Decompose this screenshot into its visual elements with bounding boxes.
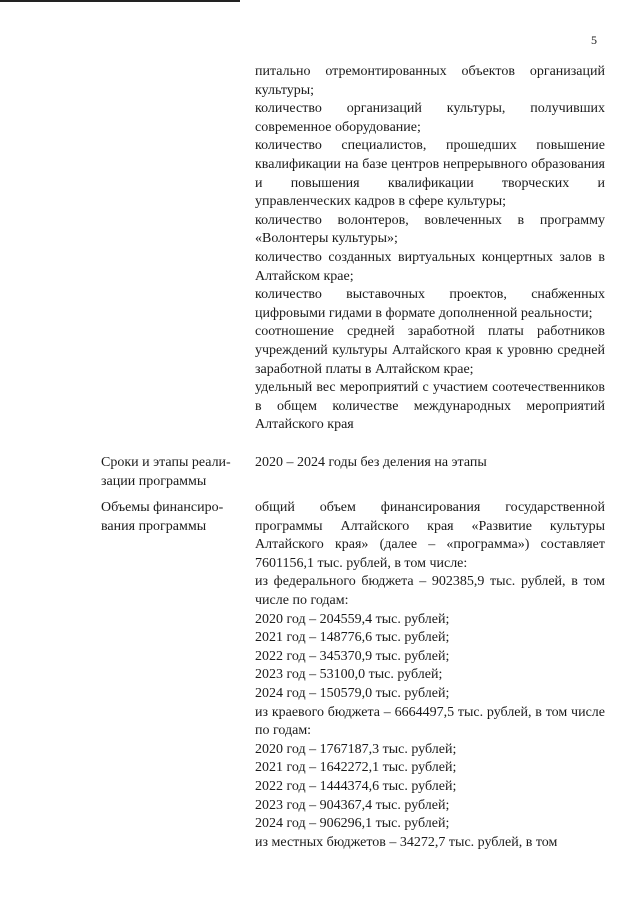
federal-intro: из федерального бюджета – 902385,9 тыс. рублей, в том числе по годам:	[255, 574, 605, 608]
federal-year-line: 2022 год – 345370,9 тыс. рублей;	[255, 648, 450, 664]
federal-year-line: 2024 год – 150579,0 тыс. рублей;	[255, 685, 450, 701]
finance-label	[101, 499, 241, 536]
federal-year-line: 2023 год – 53100,0 тыс. рублей;	[255, 667, 443, 683]
finance-label-line: вания программы	[101, 518, 207, 534]
indicator-item: питально отремонтированных объектов организаций культуры;	[255, 64, 605, 98]
indicator-item: соотношение средней заработной платы работников учреждений культуры Алтайского края к уровню средней заработной платы в Алтайском крае;	[255, 324, 605, 377]
regional-year-line: 2023 год – 904367,4 тыс. рублей;	[255, 797, 450, 813]
local-intro: из местных бюджетов – 34272,7 тыс. рублей, в том	[255, 834, 558, 850]
regional-year-line: 2024 год – 906296,1 тыс. рублей;	[255, 816, 450, 832]
regional-year-line: 2022 год – 1444374,6 тыс. рублей;	[255, 778, 457, 794]
regional-year-line: 2021 год – 1642272,1 тыс. рублей;	[255, 760, 457, 776]
indicator-item: количество специалистов, прошедших повышение квалификации на базе центров непрерывного образования и повышения квалификации творческих и управленческих кадров в сфере культуры;	[255, 138, 605, 210]
finance-intro: общий объем финансирования государственной программы Алтайского края «Развитие культуры Алтайского края» (далее – «программа») составляет 7601156,1 тыс. рублей, в том числе:	[255, 500, 605, 571]
top-rule	[0, 0, 240, 2]
federal-year-line: 2020 год – 204559,4 тыс. рублей;	[255, 611, 450, 627]
page-number: 5	[591, 33, 597, 47]
regional-year-line: 2020 год – 1767187,3 тыс. рублей;	[255, 741, 457, 757]
indicator-item: количество волонтеров, вовлеченных в программу «Волонтеры культуры»;	[255, 212, 605, 247]
terms-label	[101, 454, 241, 491]
indicator-item: количество созданных виртуальных концертных залов в Алтайском крае;	[255, 249, 605, 284]
federal-year-line: 2021 год – 148776,6 тыс. рублей;	[255, 630, 450, 646]
indicator-item: удельный вес мероприятий с участием соотечественников в общем количестве международных мероприятий Алтайского края	[255, 380, 605, 433]
terms-value	[255, 454, 605, 473]
terms-label-line: Сроки и этапы реали-	[101, 455, 231, 470]
terms-label-line: зации программы	[101, 473, 207, 489]
indicator-item: количество выставочных проектов, снабженных цифровыми гидами в формате дополненной реальности;	[255, 287, 605, 321]
finance-label-line: Объемы финансиро-	[101, 500, 224, 515]
indicators-list	[255, 63, 605, 435]
indicator-item: количество организаций культуры, получивших современное оборудование;	[255, 101, 605, 135]
terms-value-text: 2020 – 2024 годы без деления на этапы	[255, 455, 487, 470]
finance-value	[255, 499, 605, 852]
regional-intro: из краевого бюджета – 6664497,5 тыс. рублей, в том числе по годам:	[255, 704, 605, 739]
